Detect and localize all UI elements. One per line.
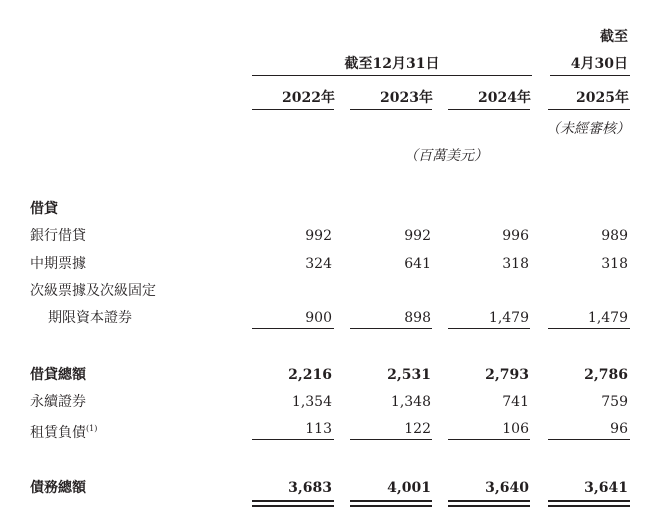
year-2024-header: 2024年 <box>478 90 531 106</box>
row-label-bank-borrowings: 銀行借貸 <box>30 228 86 244</box>
double-rule <box>350 505 432 507</box>
table-cell: 122 <box>404 421 431 437</box>
table-cell: 759 <box>601 394 628 410</box>
double-rule <box>252 500 334 502</box>
year-underline <box>252 109 334 110</box>
subtotal-rule <box>448 328 530 329</box>
table-cell: 2,531 <box>387 367 431 383</box>
table-cell: 992 <box>305 228 332 244</box>
subtotal-rule <box>252 328 334 329</box>
double-rule <box>548 505 630 507</box>
row-label-lease-liabilities: 租賃負債$^{(1)}$ <box>30 424 98 441</box>
row-label-subordinated-notes-cont: 期限資本證券 <box>48 310 132 326</box>
table-cell: 106 <box>502 421 529 437</box>
table-cell: 3,683 <box>288 480 332 496</box>
table-cell: 996 <box>502 228 529 244</box>
row-label-subordinated-notes: 次級票據及次級固定 <box>30 283 156 299</box>
double-rule <box>448 500 530 502</box>
row-label-total-borrowings: 借貸總額 <box>30 367 86 383</box>
table-cell: 3,641 <box>584 480 628 496</box>
subtotal-rule <box>548 439 630 440</box>
subtotal-rule <box>448 439 530 440</box>
year-underline <box>350 109 432 110</box>
table-cell: 1,348 <box>390 394 431 410</box>
double-rule <box>548 500 630 502</box>
table-cell: 900 <box>305 310 332 326</box>
subtotal-rule <box>252 439 334 440</box>
table-cell: 2,793 <box>485 367 529 383</box>
table-cell: 898 <box>404 310 431 326</box>
table-cell: 318 <box>502 256 529 272</box>
table-cell: 113 <box>305 421 332 437</box>
table-cell: 641 <box>404 256 431 272</box>
year-underline <box>448 109 530 110</box>
table-cell: 992 <box>404 228 431 244</box>
table-cell: 3,640 <box>485 480 529 496</box>
group-underline <box>252 75 532 76</box>
table-cell: 1,354 <box>291 394 332 410</box>
year-2025-header: 2025年 <box>576 90 629 106</box>
unit-note: （百萬美元） <box>404 148 488 164</box>
unaudited-note: （未經審核） <box>546 121 630 137</box>
row-label-total-debt: 債務總額 <box>30 480 86 496</box>
year-end-group-header: 截至12月31日 <box>344 56 440 72</box>
row-label-perpetual-securities: 永續證券 <box>30 394 86 410</box>
table-cell: 2,216 <box>288 367 332 383</box>
subtotal-rule <box>350 328 432 329</box>
subtotal-rule <box>350 439 432 440</box>
year-2022-header: 2022年 <box>282 90 335 106</box>
table-cell: 2,786 <box>584 367 628 383</box>
table-cell: 989 <box>601 228 628 244</box>
table-cell: 318 <box>601 256 628 272</box>
subtotal-rule <box>548 328 630 329</box>
year-2023-header: 2023年 <box>380 90 433 106</box>
row-label-medium-term-notes: 中期票據 <box>30 256 86 272</box>
as-at-underline <box>550 75 630 76</box>
footnote-marker: (1) <box>86 424 98 433</box>
as-at-date: 4月30日 <box>570 56 628 72</box>
double-rule <box>448 505 530 507</box>
table-cell: 4,001 <box>387 480 431 496</box>
table-cell: 1,479 <box>488 310 529 326</box>
table-cell: 1,479 <box>587 310 628 326</box>
table-cell: 741 <box>502 394 529 410</box>
year-underline <box>548 109 630 110</box>
double-rule <box>350 500 432 502</box>
section-heading-borrowings: 借貸 <box>30 201 58 217</box>
double-rule <box>252 505 334 507</box>
table-cell: 96 <box>610 421 628 437</box>
as-at-label: 截至 <box>600 29 628 45</box>
table-cell: 324 <box>305 256 332 272</box>
